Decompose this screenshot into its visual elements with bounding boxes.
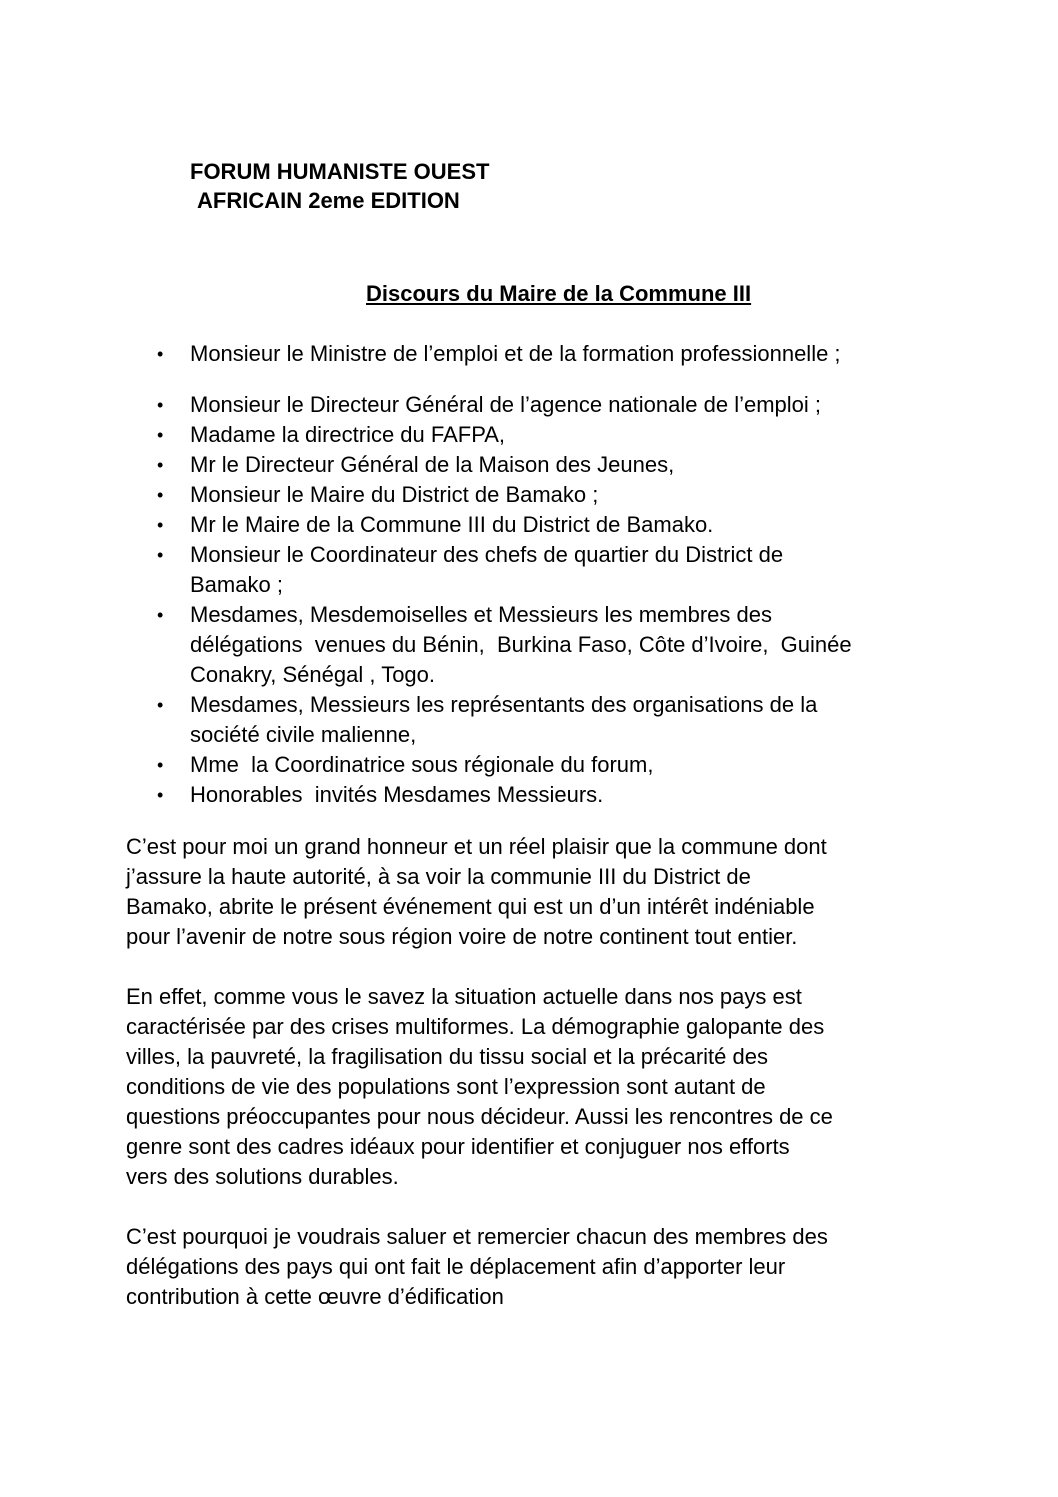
list-item xyxy=(157,390,957,420)
bullet-icon: • xyxy=(157,395,164,415)
list-item-text: Mme la Coordinatrice sous régionale du forum, xyxy=(190,752,654,777)
list-item xyxy=(157,480,957,510)
body-paragraph-3: C’est pourquoi je voudrais saluer et remercier chacun des membres des délégations des pays qui ont fait le déplacement afin d’apporter leur contribution à cette œuvre d’édification xyxy=(126,1224,828,1309)
bullet-icon: • xyxy=(157,425,164,445)
list-item xyxy=(157,690,957,750)
bullet-icon: • xyxy=(157,785,164,805)
bullet-icon: • xyxy=(157,344,164,364)
list-item-text: Monsieur le Maire du District de Bamako ; xyxy=(190,482,599,507)
list-item-text: Monsieur le Ministre de l’emploi et de la formation professionnelle ; xyxy=(190,341,841,366)
list-item-text: Honorables invités Mesdames Messieurs. xyxy=(190,782,604,807)
bullet-icon: • xyxy=(157,515,164,535)
body-paragraph-1: C’est pour moi un grand honneur et un réel plaisir que la commune dont j’assure la haute autorité, à sa voir la communie III du District de Bamako, abrite le présent événement qui est un d’un intérêt indéniable pour l’avenir de notre sous région voire de notre continent tout entier. xyxy=(126,834,827,949)
bullet-icon: • xyxy=(157,605,164,625)
list-item xyxy=(157,750,957,780)
document-title xyxy=(190,157,489,215)
list-item-text: Monsieur le Coordinateur des chefs de quartier du District de Bamako ; xyxy=(190,542,784,597)
title-line-1: FORUM HUMANISTE OUEST xyxy=(190,159,490,184)
list-item-text: Mr le Directeur Général de la Maison des Jeunes, xyxy=(190,452,675,477)
list-item xyxy=(157,600,957,690)
bullet-icon: • xyxy=(157,755,164,775)
list-item-text: Monsieur le Directeur Général de l’agence nationale de l’emploi ; xyxy=(190,392,822,417)
list-item-text: Mr le Maire de la Commune III du District de Bamako. xyxy=(190,512,714,537)
list-item xyxy=(157,780,957,810)
list-item-text: Madame la directrice du FAFPA, xyxy=(190,422,506,447)
list-item-text: Mesdames, Messieurs les représentants des organisations de la société civile malienne, xyxy=(190,692,818,747)
salutations-list xyxy=(157,339,957,810)
list-item xyxy=(157,339,957,369)
bullet-icon: • xyxy=(157,695,164,715)
list-item xyxy=(157,420,957,450)
title-line-2: AFRICAIN 2eme EDITION xyxy=(197,188,460,213)
bullet-icon: • xyxy=(157,455,164,475)
list-item-text: Mesdames, Mesdemoiselles et Messieurs les membres des délégations venues du Bénin, Burkina Faso, Côte d’Ivoire, Guinée Conakry, Sénégal , Togo. xyxy=(190,602,852,687)
bullet-icon: • xyxy=(157,545,164,565)
list-item xyxy=(157,510,957,540)
list-item xyxy=(157,450,957,480)
list-item xyxy=(157,540,957,600)
speech-subtitle: Discours du Maire de la Commune III xyxy=(366,281,752,306)
body-paragraph-2: En effet, comme vous le savez la situation actuelle dans nos pays est caractérisée par des crises multiformes. La démographie galopante des villes, la pauvreté, la fragilisation du tissu social et la précarité des conditions de vie des populations sont l’expression sont autant de questions préoccupantes pour nous décideur. Aussi les rencontres de ce genre sont des cadres idéaux pour identifier et conjuguer nos efforts vers des solutions durables. xyxy=(126,984,833,1189)
bullet-icon: • xyxy=(157,485,164,505)
